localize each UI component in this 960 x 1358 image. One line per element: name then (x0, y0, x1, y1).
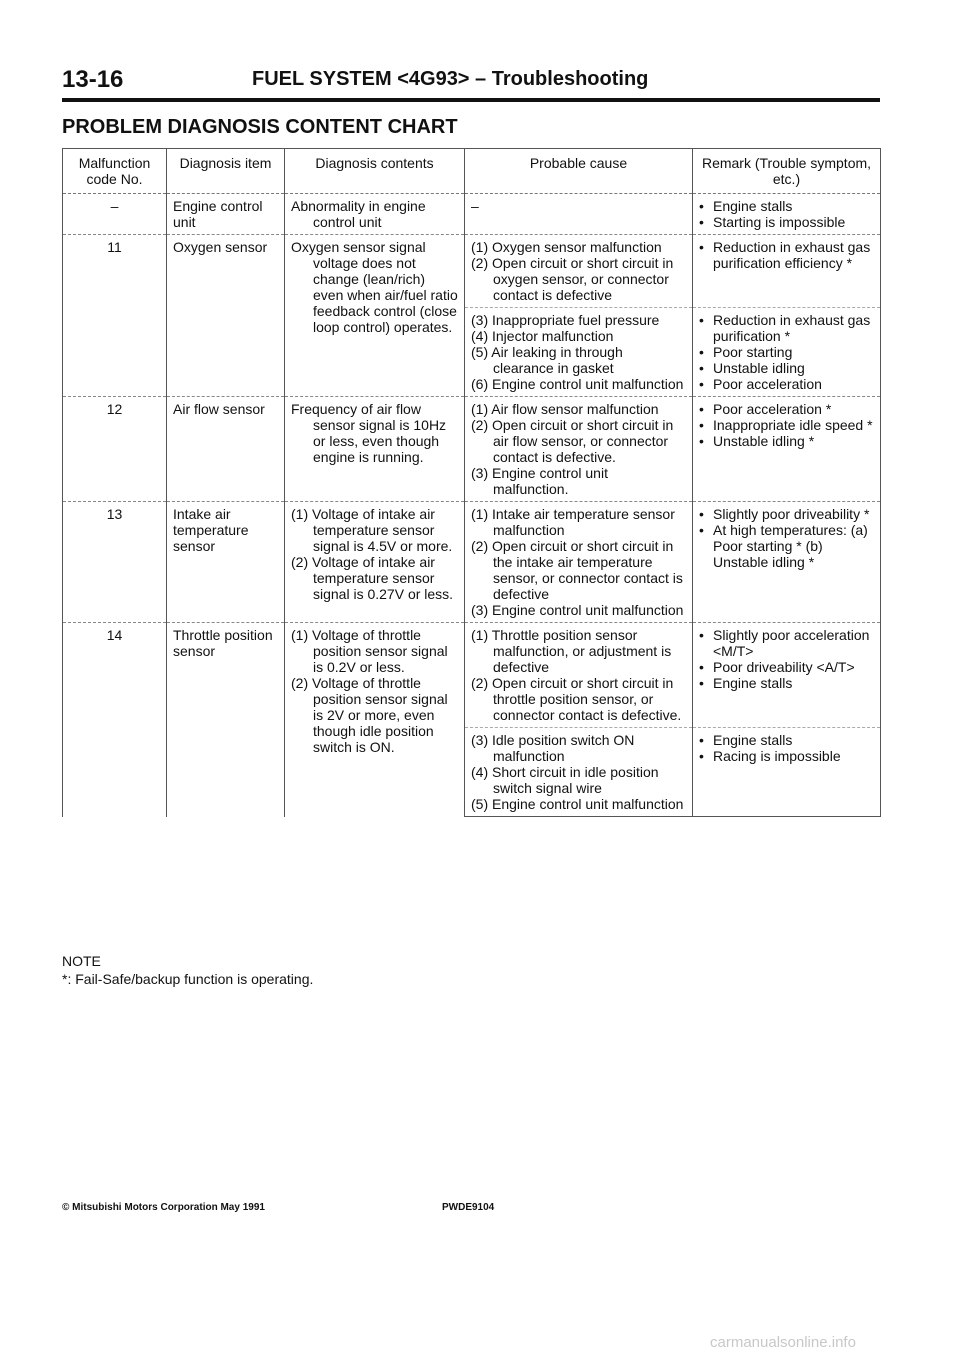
remark-bullet: • Poor acceleration * (699, 401, 874, 417)
col-header-remark: Remark (Trouble symptom, etc.) (693, 149, 881, 194)
contents-cell (285, 235, 465, 397)
cause-line: (1) Throttle position sensor malfunction, or adjustment is defective (471, 627, 672, 675)
cause-line: (1) Air flow sensor malfunction (471, 401, 659, 417)
remark-bullet: • Slightly poor acceleration <M/T> (699, 627, 874, 659)
cause-line: (1) Oxygen sensor malfunction (471, 239, 662, 255)
remark-bullet: • Unstable idling (699, 360, 874, 376)
cause-line: (2) Open circuit or short circuit in the intake air temperature sensor, or connector contact is defective (471, 538, 683, 602)
chart-title: PROBLEM DIAGNOSIS CONTENT CHART (62, 116, 458, 138)
cause-line: (6) Engine control unit malfunction (471, 376, 684, 392)
remark-bullet: • Engine stalls (699, 732, 874, 748)
remark-cell (693, 397, 881, 502)
contents-cell (285, 194, 465, 235)
cause-line: (3) Inappropriate fuel pressure (471, 312, 660, 328)
cause-line: – (471, 198, 479, 214)
remark-bullet: • Racing is impossible (699, 748, 874, 764)
remark-bullet: • Inappropriate idle speed * (699, 417, 874, 433)
item-cell: Throttle position sensor (167, 623, 285, 817)
code-cell: 13 (63, 502, 167, 623)
item-cell: Oxygen sensor (167, 235, 285, 397)
cause-line: (4) Injector malfunction (471, 328, 614, 344)
cause-cell (465, 397, 693, 502)
section-title: FUEL SYSTEM <4G93> – Troubleshooting (252, 68, 649, 90)
remark-bullet: • Unstable idling * (699, 433, 874, 449)
contents-line: Oxygen sensor signal voltage does not change (lean/rich) even when air/fuel ratio feedback control (close loop control) operates. (291, 239, 458, 335)
remark-cell (693, 194, 881, 235)
diagnosis-table-wrapper (62, 148, 880, 817)
page-number: 13-16 (62, 66, 124, 93)
cause-cell (465, 308, 693, 397)
watermark: carmanualsonline.info (710, 1334, 856, 1351)
item-cell: Engine control unit (167, 194, 285, 235)
remark-bullet: • At high temperatures: (a) Poor starting * (b) Unstable idling * (699, 522, 874, 570)
code-cell: 14 (63, 623, 167, 817)
contents-line: Frequency of air flow sensor signal is 10Hz or less, even though engine is running. (291, 401, 447, 465)
cause-line: (1) Intake air temperature sensor malfunction (471, 506, 675, 538)
col-header-item: Diagnosis item (167, 149, 285, 194)
contents-line: (2) Voltage of intake air temperature sensor signal is 0.27V or less. (291, 554, 454, 602)
table-body (63, 194, 881, 817)
remark-bullet: • Starting is impossible (699, 214, 874, 230)
page-header (62, 60, 880, 100)
remark-cell (693, 235, 881, 308)
table-row (63, 235, 881, 308)
remark-bullet: • Poor acceleration (699, 376, 874, 392)
remark-bullet: • Poor driveability <A/T> (699, 659, 874, 675)
col-header-cause: Probable cause (465, 149, 693, 194)
cause-cell (465, 194, 693, 235)
cause-line: (3) Idle position switch ON malfunction (471, 732, 635, 764)
col-header-contents: Diagnosis contents (285, 149, 465, 194)
remark-bullet: • Reduction in exhaust gas purification efficiency * (699, 239, 874, 271)
remark-cell (693, 728, 881, 817)
code-cell: 11 (63, 235, 167, 397)
remark-cell (693, 502, 881, 623)
item-cell: Air flow sensor (167, 397, 285, 502)
footer-doc-code: PWDE9104 (442, 1202, 495, 1213)
contents-cell (285, 397, 465, 502)
cause-cell (465, 235, 693, 308)
table-row (63, 502, 881, 623)
remark-bullet: • Engine stalls (699, 675, 874, 691)
code-cell: 12 (63, 397, 167, 502)
item-cell: Intake air temperature sensor (167, 502, 285, 623)
cause-cell (465, 502, 693, 623)
cause-line: (2) Open circuit or short circuit in air flow sensor, or connector contact is defective. (471, 417, 674, 465)
cause-line: (5) Air leaking in through clearance in gasket (471, 344, 623, 376)
note-text: *: Fail-Safe/backup function is operating. (62, 971, 314, 987)
contents-line: (1) Voltage of intake air temperature sensor signal is 4.5V or more. (291, 506, 453, 554)
table-row (63, 194, 881, 235)
cause-line: (5) Engine control unit malfunction (471, 796, 684, 812)
code-cell: – (63, 194, 167, 235)
diagnosis-table (62, 148, 881, 817)
remark-bullet: • Slightly poor driveability * (699, 506, 874, 522)
remark-bullet: • Engine stalls (699, 198, 874, 214)
contents-line: (1) Voltage of throttle position sensor signal is 0.2V or less. (291, 627, 448, 675)
cause-cell (465, 728, 693, 817)
table-header-row (63, 149, 881, 194)
cause-line: (3) Engine control unit malfunction. (471, 465, 608, 497)
remark-cell (693, 623, 881, 728)
cause-cell (465, 623, 693, 728)
footer-copyright: © Mitsubishi Motors Corporation May 1991 (62, 1202, 265, 1213)
cause-line: (2) Open circuit or short circuit in oxygen sensor, or connector contact is defective (471, 255, 674, 303)
remark-bullet: • Reduction in exhaust gas purification * (699, 312, 874, 344)
contents-line: (2) Voltage of throttle position sensor signal is 2V or more, even though idle position switch is ON. (291, 675, 448, 755)
cause-line: (2) Open circuit or short circuit in throttle position sensor, or connector contact is defective. (471, 675, 682, 723)
contents-cell (285, 502, 465, 623)
table-row (63, 623, 881, 728)
note (62, 952, 313, 988)
remark-cell (693, 308, 881, 397)
col-header-code: Malfunction code No. (63, 149, 167, 194)
contents-line: Abnormality in engine control unit (291, 198, 426, 230)
header-rule (62, 98, 880, 102)
cause-line: (3) Engine control unit malfunction (471, 602, 684, 618)
cause-line: (4) Short circuit in idle position switch signal wire (471, 764, 659, 796)
table-row (63, 397, 881, 502)
note-heading: NOTE (62, 953, 101, 969)
remark-bullet: • Poor starting (699, 344, 874, 360)
contents-cell (285, 623, 465, 817)
